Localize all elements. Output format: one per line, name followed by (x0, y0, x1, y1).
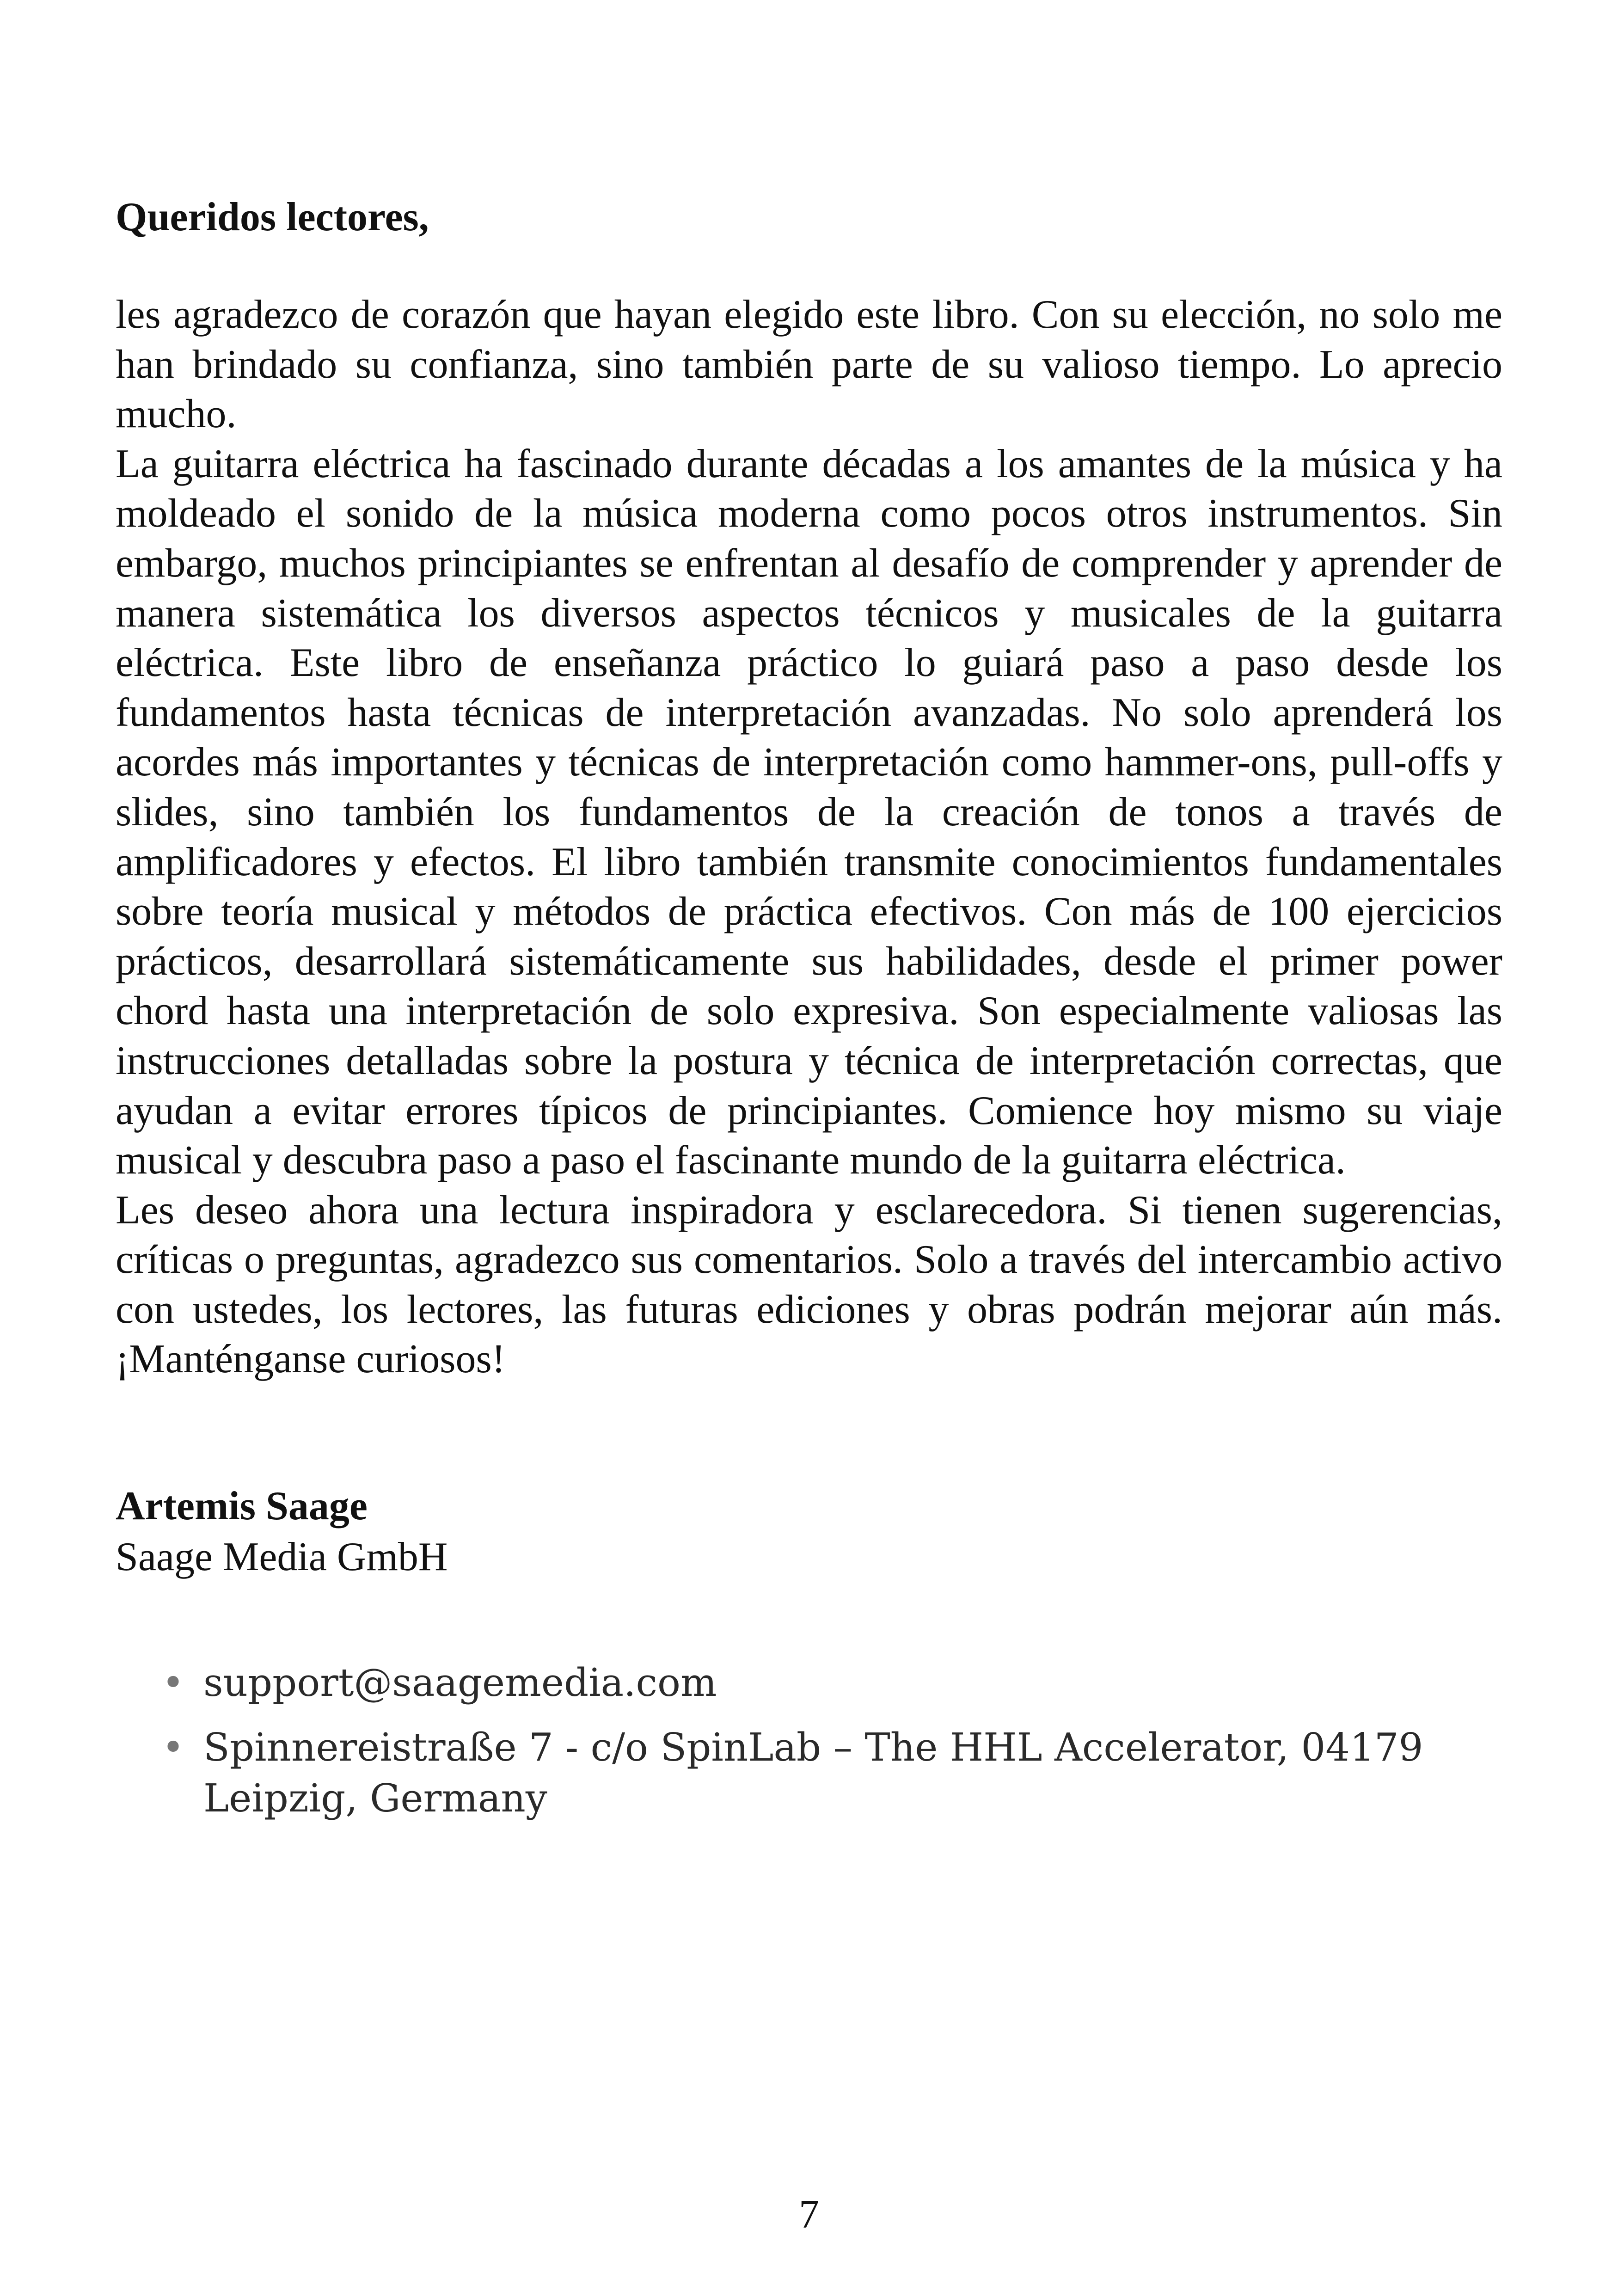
paragraph-2: La guitarra eléctrica ha fascinado durante décadas a los amantes de la música y ha moldeado el sonido de la música moderna como pocos otros instrumentos. Sin embargo, muchos principiantes se enfrentan al desafío de comprender y aprender de manera sistemática los diversos aspectos técnicos y musicales de la guitarra eléctrica. Este libro de enseñanza práctico lo guiará paso a paso desde los fundamentos hasta técnicas de interpretación avanzadas. No solo aprenderá los acordes más importantes y técnicas de interpretación como hammer-ons, pull-offs y slides, sino también los fundamentos de la creación de tonos a través de amplificadores y efectos. El libro también transmite conocimientos fundamentales sobre teoría musical y métodos de práctica efectivos. Con más de 100 ejercicios prácticos, desarrollará sistemáticamente sus habilidades, desde el primer power chord hasta una interpretación de solo expresiva. Son especialmente valiosas las instrucciones detalladas sobre la postura y técnica de interpretación correctas, que ayudan a evitar errores típicos de principiantes. Comience hoy mismo su viaje musical y descubra paso a paso el fascinante mundo de la guitarra eléctrica. (116, 441, 1502, 1183)
bullet-icon: • (162, 1660, 184, 1705)
author-name: Artemis Saage (116, 1484, 368, 1529)
contact-list (157, 1658, 1498, 1838)
paragraph-1: les agradezco de corazón que hayan elegido este libro. Con su elección, no solo me han brindado su confianza, sino también parte de su valioso tiempo. Lo aprecio mucho. (116, 292, 1502, 437)
bullet-icon: • (162, 1725, 184, 1770)
postal-address: Spinnereistraße 7 - c/o SpinLab – The HHL Accelerator, 04179 Leipzig, Germany (203, 1725, 1423, 1821)
salutation: Queridos lectores, (116, 195, 429, 239)
contact-email (157, 1658, 1498, 1708)
signature-block (116, 1481, 1502, 1583)
contact-address (157, 1722, 1498, 1824)
page-number: 7 (799, 2192, 819, 2237)
email-address[interactable]: support@saagemedia.com (203, 1660, 717, 1705)
company-name: Saage Media GmbH (116, 1535, 448, 1579)
letter-body (116, 290, 1502, 1384)
paragraph-3: Les deseo ahora una lectura inspiradora y esclarecedora. Si tienen sugerencias, críticas o preguntas, agradezco sus comentarios. Solo a través del intercambio activo con ustedes, los lectores, las futuras ediciones y obras podrán mejorar aún más. ¡Manténganse curiosos! (116, 1187, 1502, 1382)
